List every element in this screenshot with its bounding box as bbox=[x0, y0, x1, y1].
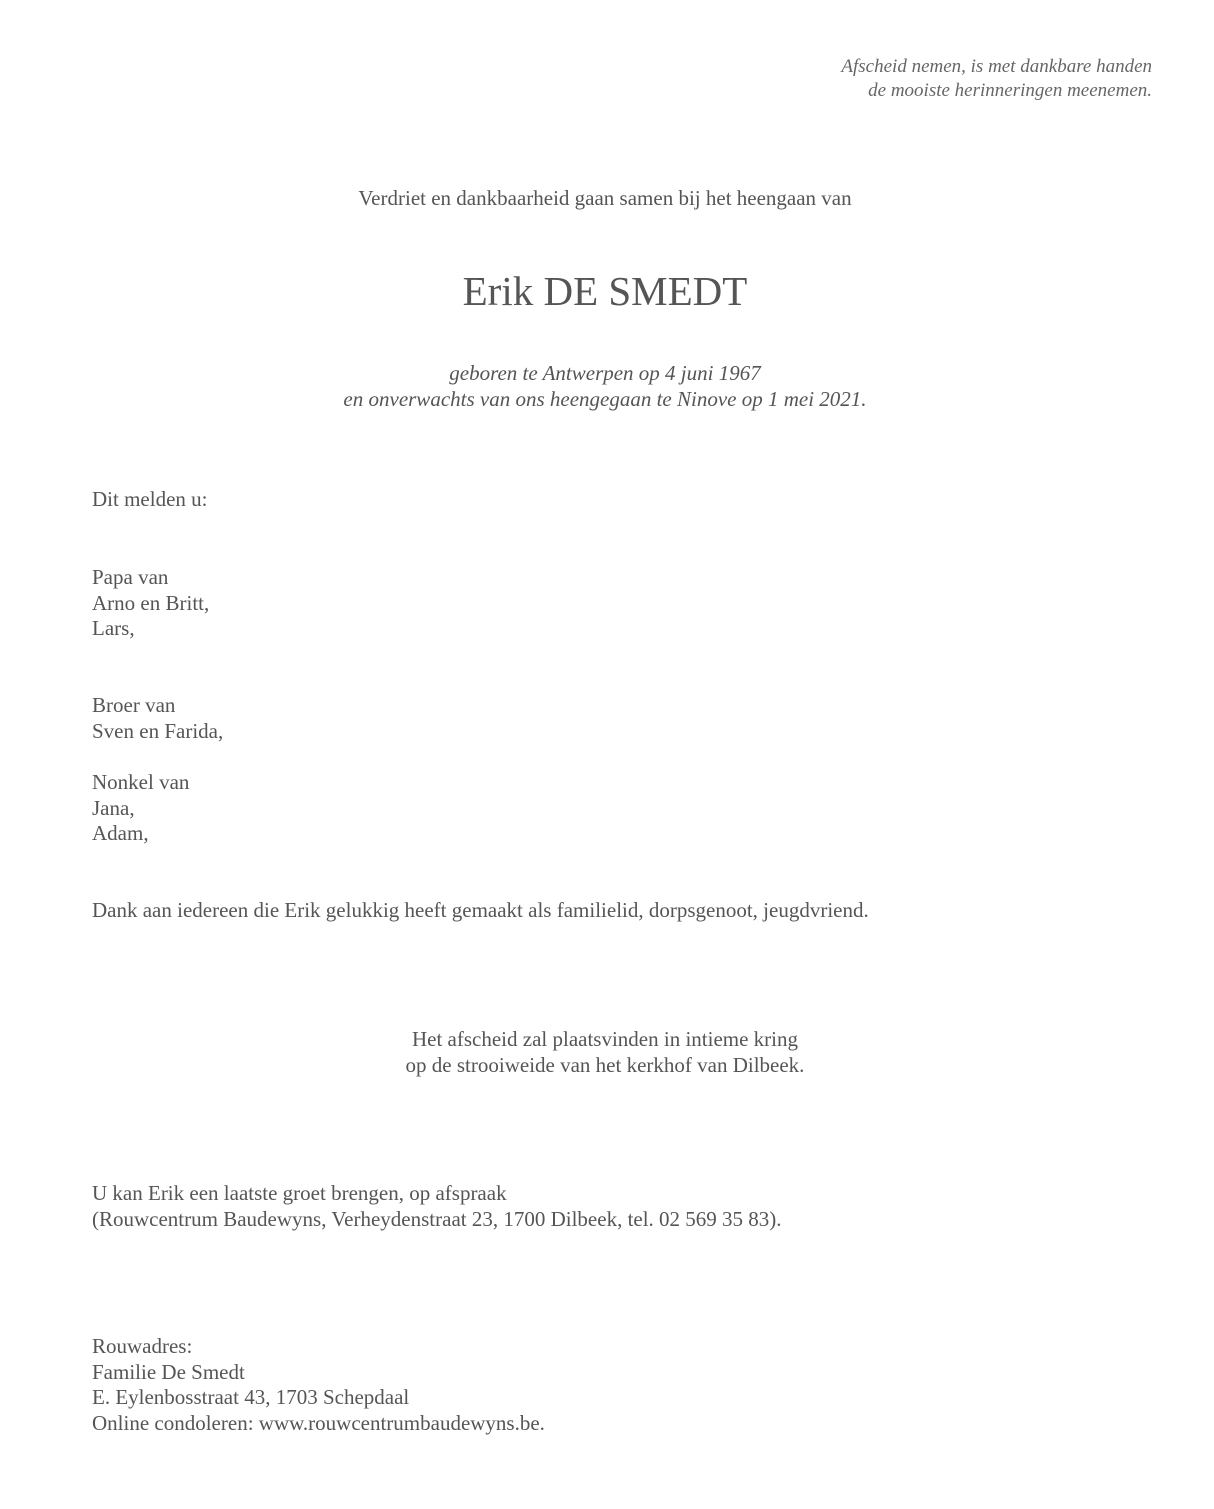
family-line: Adam, bbox=[92, 821, 149, 845]
intro-text: Verdriet en dankbaarheid gaan samen bij het heengaan van bbox=[358, 186, 852, 210]
family-line: Nonkel van bbox=[92, 770, 190, 794]
family-line: Jana, bbox=[92, 795, 135, 820]
family-broer bbox=[92, 693, 223, 744]
family-line: Broer van bbox=[92, 693, 176, 717]
visit-line: (Rouwcentrum Baudewyns, Verheydenstraat 23, 1700 Dilbeek, tel. 02 569 35 83). bbox=[92, 1206, 782, 1231]
motto-line: de mooiste herinneringen meenemen. bbox=[868, 80, 1152, 101]
birth-death-info bbox=[0, 360, 1210, 412]
address-line: Familie De Smedt bbox=[92, 1359, 245, 1384]
deceased-name: Erik DE SMEDT bbox=[462, 268, 748, 314]
motto-line: Afscheid nemen, is met dankbare handen bbox=[841, 56, 1152, 77]
farewell-line: op de strooiweide van het kerkhof van Dilbeek. bbox=[405, 1053, 805, 1077]
family-nonkel bbox=[92, 770, 189, 847]
address-line: Rouwadres: bbox=[92, 1334, 193, 1358]
thanks-text: Dank aan iedereen die Erik gelukkig heeft gemaakt als familielid, dorpsgenoot, jeugdvriend. bbox=[92, 898, 869, 922]
mourning-address bbox=[92, 1334, 545, 1436]
farewell-line: Het afscheid zal plaatsvinden in intieme kring bbox=[411, 1027, 799, 1051]
visit-line: U kan Erik een laatste groet brengen, op afspraak bbox=[92, 1181, 507, 1205]
visit-info bbox=[92, 1181, 782, 1232]
family-line: Lars, bbox=[92, 616, 135, 640]
family-line: Sven en Farida, bbox=[92, 718, 224, 743]
family-line: Papa van bbox=[92, 565, 169, 589]
announce-text: Dit melden u: bbox=[92, 487, 208, 511]
address-line: E. Eylenbosstraat 43, 1703 Schepdaal bbox=[92, 1385, 410, 1409]
address-line: Online condoleren: www.rouwcentrumbaudewyns.be. bbox=[92, 1410, 545, 1435]
family-papa bbox=[92, 565, 209, 642]
family-line: Arno en Britt, bbox=[92, 590, 210, 615]
motto-quote bbox=[841, 55, 1152, 103]
birth-line: geboren te Antwerpen op 4 juni 1967 bbox=[449, 361, 761, 385]
death-line: en onverwachts van ons heengegaan te Ninove op 1 mei 2021. bbox=[343, 387, 867, 411]
farewell-info bbox=[0, 1026, 1210, 1078]
